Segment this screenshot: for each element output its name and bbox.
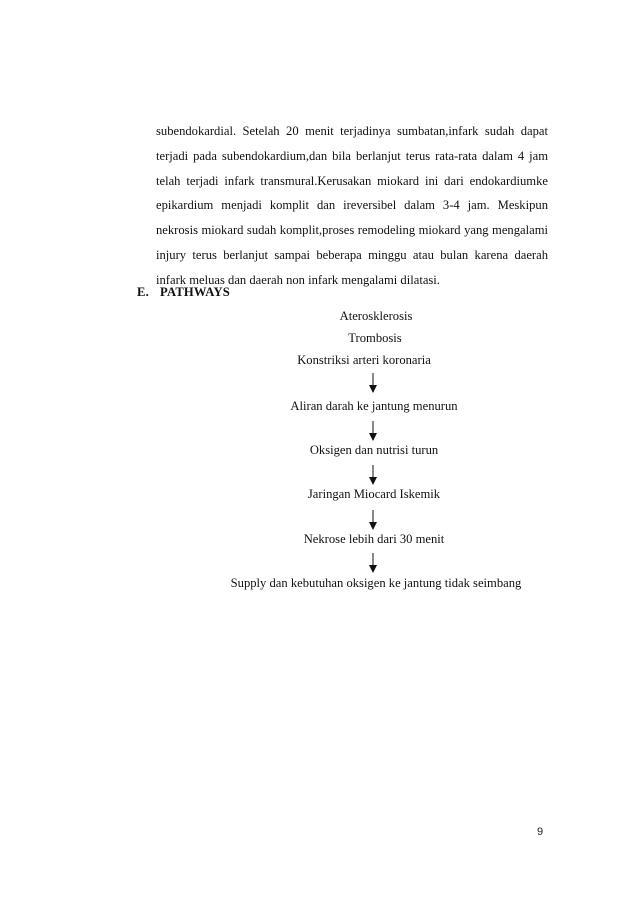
- down-arrow-icon: [368, 510, 378, 530]
- pathway-step-nekrose: Nekrose lebih dari 30 menit: [303, 532, 445, 546]
- section-number: E.: [137, 285, 149, 299]
- down-arrow-icon: [368, 373, 378, 393]
- section-heading: [137, 285, 230, 300]
- pathway-step-trombosis: Trombosis: [348, 331, 402, 345]
- pathway-step-oksigen-nutrisi: Oksigen dan nutrisi turun: [309, 443, 439, 457]
- pathway-step-konstriksi: Konstriksi arteri koronaria: [297, 353, 431, 367]
- down-arrow-icon: [368, 553, 378, 573]
- body-paragraph: subendokardial. Setelah 20 menit terjadinya sumbatan,infark sudah dapat terjadi pada subendokardium,dan bila berlanjut terus rata-rata dalam 4 jam telah terjadi infark transmural.Kerusakan miokard ini dari endokardiumke epikardium menjadi komplit dan ireversibel dalam 3-4 jam. Meskipun nekrosis miokard sudah komplit,proses remodeling miokard yang mengalami injury terus berlanjut sampai beberapa minggu atau bulan karena daerah infark meluas dan daerah non infark mengalami dilatasi.: [156, 124, 548, 287]
- section-title: PATHWAYS: [160, 285, 230, 299]
- page-number: 9: [537, 826, 544, 838]
- pathway-step-jaringan-miocard: Jaringan Miocard Iskemik: [307, 487, 441, 501]
- pathway-step-supply-kebutuhan: Supply dan kebutuhan oksigen ke jantung tidak seimbang: [230, 576, 522, 590]
- down-arrow-icon: [368, 421, 378, 441]
- pathway-step-aterosklerosis: Aterosklerosis: [339, 309, 413, 323]
- down-arrow-icon: [368, 465, 378, 485]
- pathway-step-aliran-darah: Aliran darah ke jantung menurun: [290, 399, 458, 413]
